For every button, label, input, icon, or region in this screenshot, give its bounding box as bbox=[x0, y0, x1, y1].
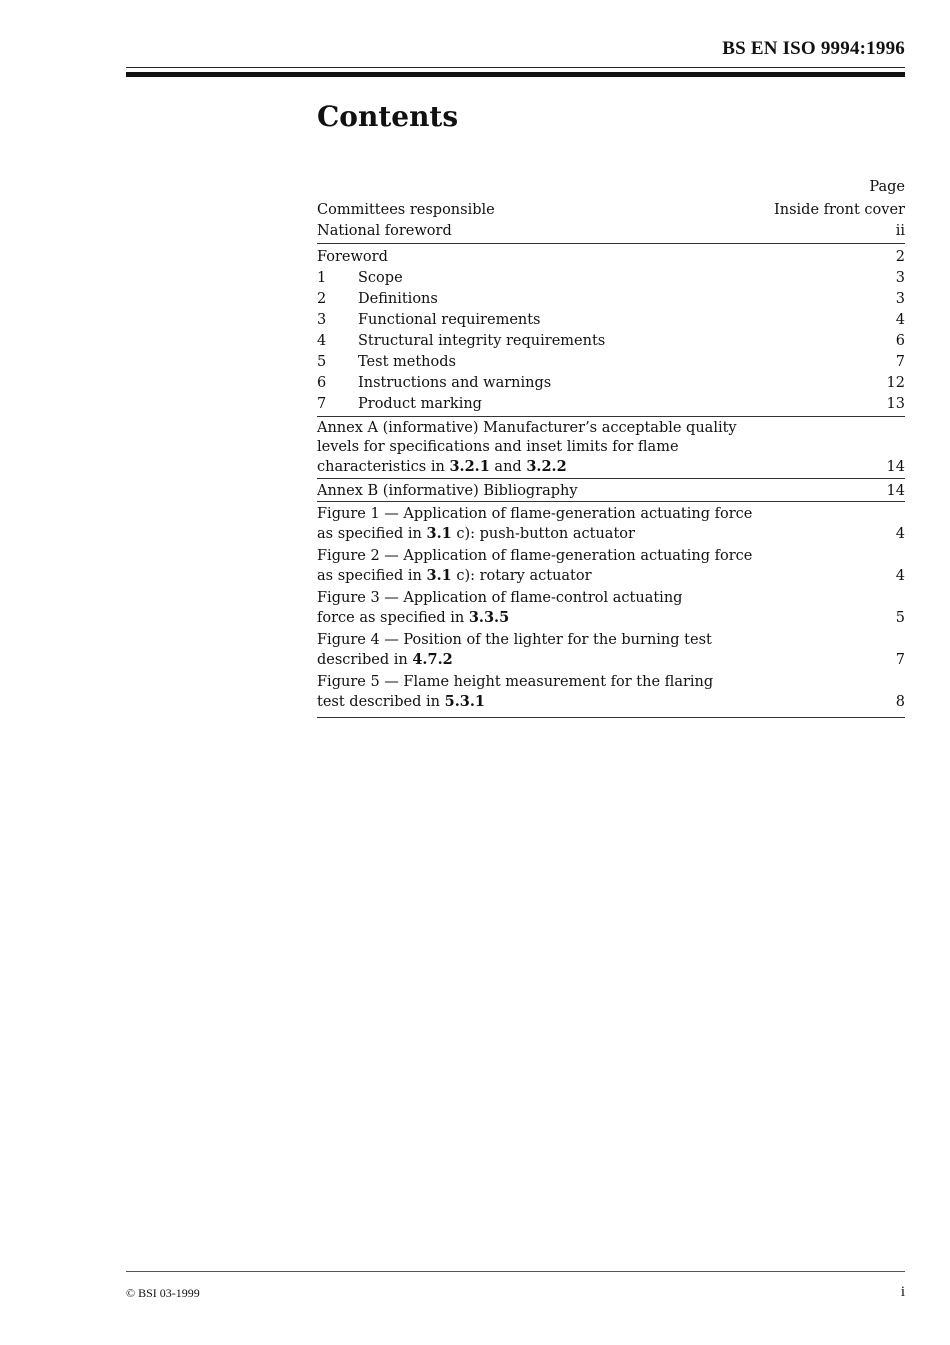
figure-line2-pre: described in bbox=[317, 652, 413, 668]
toc-entry[interactable] bbox=[317, 246, 905, 267]
section-title: Instructions and warnings bbox=[358, 375, 552, 391]
page-title: Contents bbox=[317, 100, 459, 133]
toc-entry-label: Foreword bbox=[317, 249, 388, 265]
toc-section-entry[interactable] bbox=[317, 267, 905, 288]
figure-line2-post: c): rotary actuator bbox=[451, 568, 592, 584]
toc-figure-entry[interactable] bbox=[317, 672, 905, 714]
section-number: 3 bbox=[317, 312, 327, 328]
figure-line1: Figure 2 — Application of flame-generation actuating force bbox=[317, 548, 753, 564]
toc-entry-label: National foreword bbox=[317, 223, 452, 239]
section-title: Structural integrity requirements bbox=[358, 333, 606, 349]
figure-line2-pre: as specified in bbox=[317, 526, 427, 542]
annex-a-line3: characteristics in bbox=[317, 459, 450, 475]
toc-entry-page: 3 bbox=[895, 270, 905, 286]
section-number: 4 bbox=[317, 333, 327, 349]
toc-entry[interactable] bbox=[317, 220, 905, 241]
figure-line2-pre: as specified in bbox=[317, 568, 427, 584]
toc-front-group bbox=[317, 199, 905, 244]
toc-entry-page: 3 bbox=[895, 291, 905, 307]
figure-line1: Figure 5 — Flame height measurement for the flaring bbox=[317, 674, 714, 690]
copyright-notice: © BSI 03-1999 bbox=[126, 1286, 200, 1300]
annex-a-line1: Annex A (informative) Manufacturer’s acceptable quality bbox=[317, 420, 737, 436]
toc-section-entry[interactable] bbox=[317, 393, 905, 414]
toc-entry-page: 13 bbox=[886, 396, 905, 412]
toc-annex-group bbox=[317, 417, 905, 502]
toc-entry-page: 12 bbox=[886, 375, 905, 391]
figure-line1: Figure 4 — Position of the lighter for the burning test bbox=[317, 632, 712, 648]
toc-section-entry[interactable] bbox=[317, 288, 905, 309]
toc-figure-entry[interactable] bbox=[317, 588, 905, 630]
clause-ref: 3.3.5 bbox=[468, 609, 510, 626]
toc-figures-group bbox=[317, 502, 905, 718]
toc-section-entry[interactable] bbox=[317, 372, 905, 393]
figure-line1: Figure 1 — Application of flame-generation actuating force bbox=[317, 506, 753, 522]
clause-ref: 4.7.2 bbox=[412, 651, 453, 668]
toc-entry-page: ii bbox=[895, 223, 905, 239]
header-rule-thin bbox=[126, 67, 905, 68]
toc-annex-b-entry[interactable] bbox=[317, 479, 905, 501]
section-title: Definitions bbox=[358, 291, 438, 307]
table-of-contents bbox=[317, 178, 905, 718]
annex-a-and: and bbox=[489, 459, 527, 475]
page-column-header: Page bbox=[869, 179, 905, 195]
section-title: Scope bbox=[358, 270, 403, 286]
toc-entry-page: 8 bbox=[895, 694, 905, 710]
toc-entry-page: 4 bbox=[895, 568, 905, 584]
toc-entry-label: Annex B (informative) Bibliography bbox=[317, 483, 578, 499]
section-title: Test methods bbox=[358, 354, 456, 370]
header-rule-thick bbox=[126, 72, 905, 77]
toc-entry-page: 5 bbox=[895, 610, 905, 626]
figure-line2-post: c): push-button actuator bbox=[451, 526, 635, 542]
section-number: 1 bbox=[317, 270, 327, 286]
toc-entry-page: 6 bbox=[895, 333, 905, 349]
clause-ref: 3.2.2 bbox=[526, 458, 567, 475]
figure-line2-pre: test described in bbox=[317, 694, 445, 710]
figure-line1: Figure 3 — Application of flame-control actuating bbox=[317, 590, 683, 606]
clause-ref: 3.2.1 bbox=[449, 458, 490, 475]
annex-a-line2: levels for specifications and inset limits for flame bbox=[317, 439, 679, 455]
toc-entry-page: 7 bbox=[895, 354, 905, 370]
toc-entry-page: 4 bbox=[895, 526, 905, 542]
toc-entry-page: 2 bbox=[895, 249, 905, 265]
toc-main-group bbox=[317, 244, 905, 417]
section-number: 2 bbox=[317, 291, 327, 307]
toc-entry-page: 7 bbox=[895, 652, 905, 668]
toc-entry-page: Inside front cover bbox=[774, 202, 905, 218]
section-number: 7 bbox=[317, 396, 327, 412]
toc-entry[interactable] bbox=[317, 199, 905, 220]
toc-entry-page: 14 bbox=[886, 459, 905, 475]
section-title: Product marking bbox=[358, 396, 482, 412]
toc-figure-entry[interactable] bbox=[317, 546, 905, 588]
clause-ref: 3.1 bbox=[426, 525, 452, 542]
clause-ref: 3.1 bbox=[426, 567, 452, 584]
toc-entry-label: Committees responsible bbox=[317, 202, 495, 218]
figure-line2-pre: force as specified in bbox=[317, 610, 469, 626]
toc-annex-a-entry[interactable] bbox=[317, 417, 905, 479]
section-title: Functional requirements bbox=[358, 312, 541, 328]
section-number: 5 bbox=[317, 354, 327, 370]
toc-section-entry[interactable] bbox=[317, 351, 905, 372]
toc-section-entry[interactable] bbox=[317, 309, 905, 330]
clause-ref: 5.3.1 bbox=[444, 693, 485, 710]
document-id: BS EN ISO 9994:1996 bbox=[722, 38, 905, 59]
toc-section-entry[interactable] bbox=[317, 330, 905, 351]
section-number: 6 bbox=[317, 375, 327, 391]
page-number: i bbox=[900, 1284, 905, 1300]
toc-entry-page: 14 bbox=[886, 483, 905, 499]
toc-entry-page: 4 bbox=[895, 312, 905, 328]
toc-figure-entry[interactable] bbox=[317, 630, 905, 672]
footer-rule bbox=[126, 1271, 905, 1272]
toc-figure-entry[interactable] bbox=[317, 504, 905, 546]
